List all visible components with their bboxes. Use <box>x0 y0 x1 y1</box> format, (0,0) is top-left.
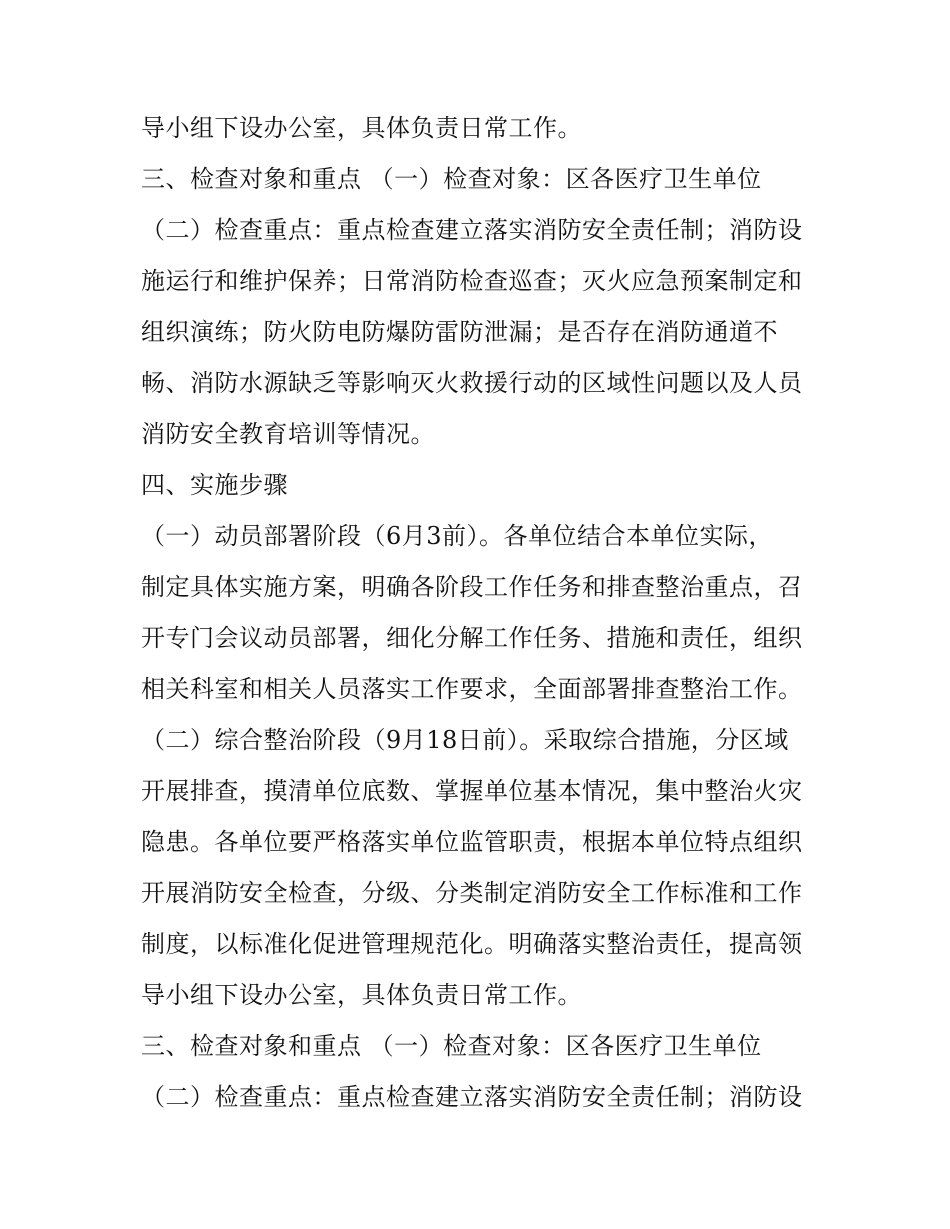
text-line: 导小组下设办公室，具体负责日常工作。 <box>141 114 582 142</box>
text-line: 开展消防安全检查，分级、分类制定消防安全工作标准和工作 <box>141 879 803 907</box>
document-page <box>141 103 841 1123</box>
text-line: 开展排查，摸清单位底数、掌握单位基本情况，集中整治火灾 <box>141 777 803 805</box>
section-heading: 三、检查对象和重点 （一）检查对象：区各医疗卫生单位 <box>141 1032 762 1060</box>
text-line: （二）检查重点：重点检查建立落实消防安全责任制；消防设 <box>141 216 803 244</box>
text-line: 畅、消防水源缺乏等影响灭火救援行动的区域性问题以及人员 <box>141 369 803 397</box>
section-heading: 四、实施步骤 <box>141 471 288 499</box>
text-line: 隐患。各单位要严格落实单位监管职责，根据本单位特点组织 <box>141 828 803 856</box>
text-line: （二）综合整治阶段（9月18日前）。采取综合措施，分区域 <box>141 726 789 754</box>
text-line: 相关科室和相关人员落实工作要求，全面部署排查整治工作。 <box>141 675 803 703</box>
text-line: 施运行和维护保养；日常消防检查巡查；灭火应急预案制定和 <box>141 267 803 295</box>
text-line: 导小组下设办公室，具体负责日常工作。 <box>141 981 582 1009</box>
text-line: （一）动员部署阶段（6月3前）。各单位结合本单位实际， <box>141 522 774 550</box>
text-line: 开专门会议动员部署，细化分解工作任务、措施和责任，组织 <box>141 624 803 652</box>
text-line: 制定具体实施方案，明确各阶段工作任务和排查整治重点，召 <box>141 573 803 601</box>
text-line: 消防安全教育培训等情况。 <box>141 420 435 448</box>
text-line: 组织演练；防火防电防爆防雷防泄漏；是否存在消防通道不 <box>141 318 778 346</box>
text-line: 制度，以标准化促进管理规范化。明确落实整治责任，提高领 <box>141 930 803 958</box>
text-line: （二）检查重点：重点检查建立落实消防安全责任制；消防设 <box>141 1083 803 1111</box>
section-heading: 三、检查对象和重点 （一）检查对象：区各医疗卫生单位 <box>141 165 762 193</box>
